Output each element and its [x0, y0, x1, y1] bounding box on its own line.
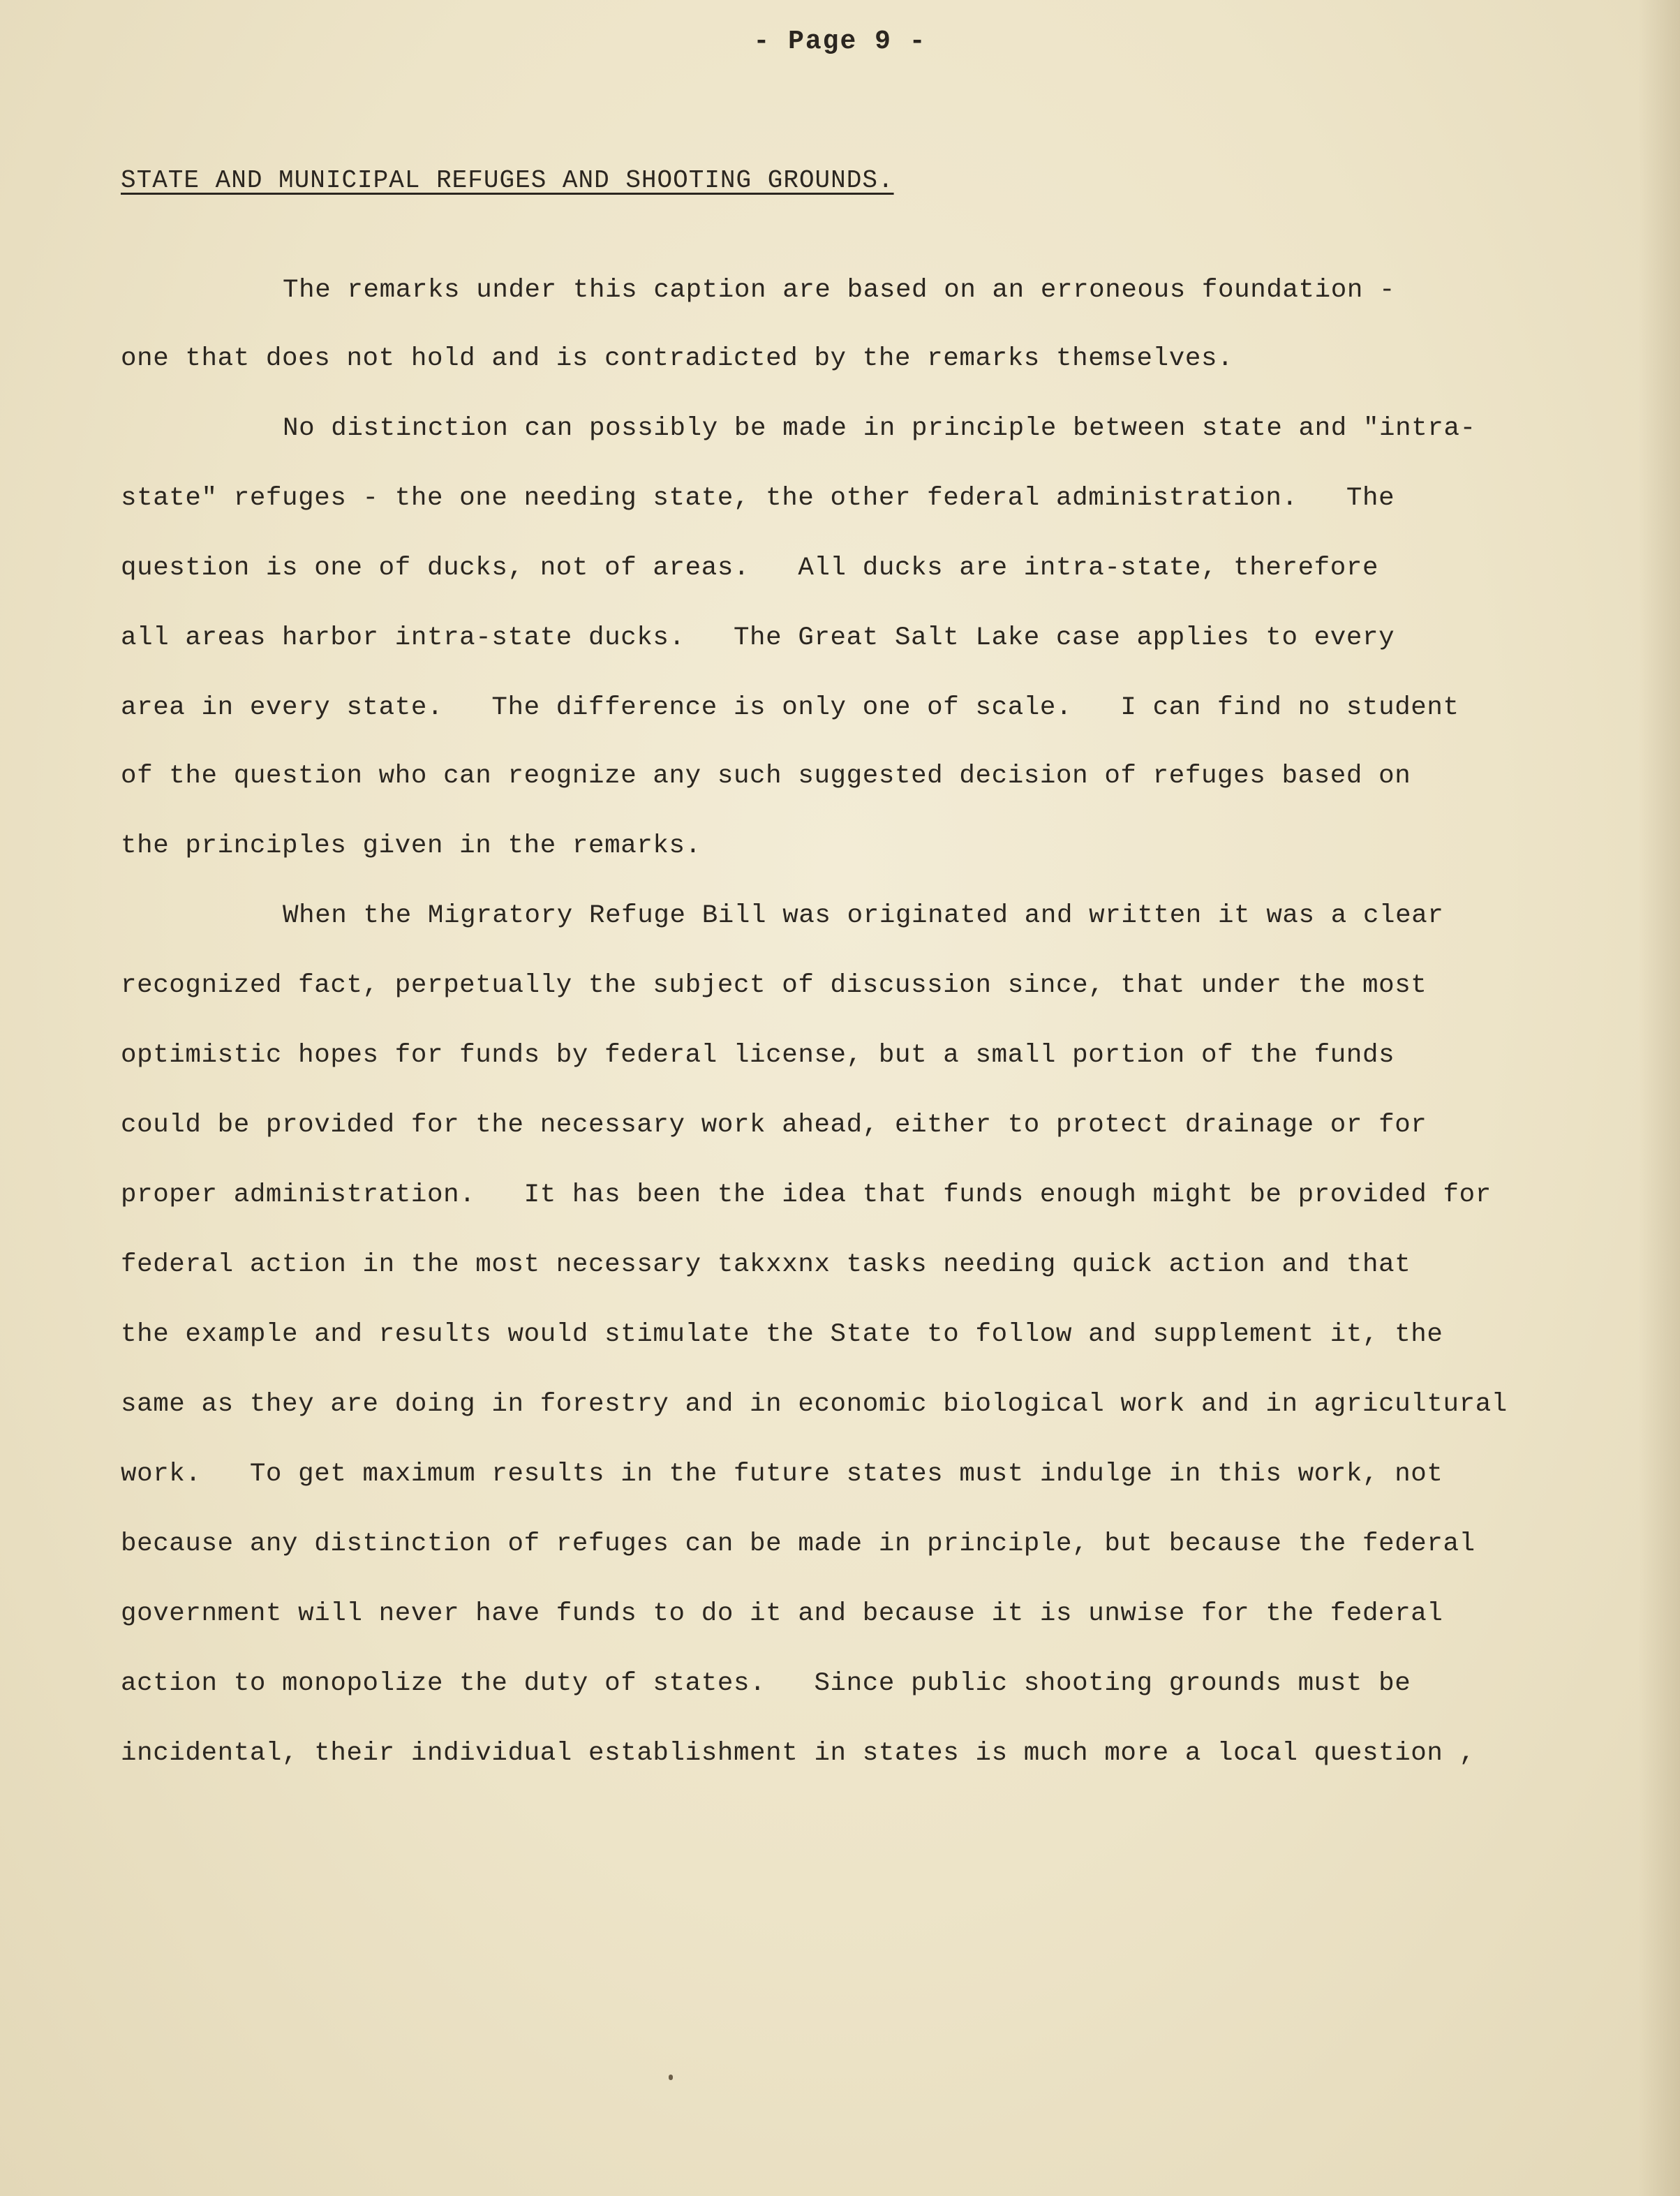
body-line: could be provided for the necessary work ahead, either to protect drainage or for: [121, 1111, 1427, 1140]
body-line: because any distinction of refuges can be made in principle, but because the federal: [121, 1529, 1475, 1559]
page-edge-shadow: [1638, 0, 1680, 2196]
body-line: the example and results would stimulate the State to follow and supplement it, the: [121, 1320, 1443, 1349]
body-line: all areas harbor intra-state ducks. The Great Salt Lake case applies to every: [121, 623, 1395, 653]
body-line: area in every state. The difference is only one of scale. I can find no student: [121, 693, 1459, 722]
body-line: state" refuges - the one needing state, the other federal administration. The: [121, 484, 1395, 513]
body-line: optimistic hopes for funds by federal license, but a small portion of the funds: [121, 1041, 1395, 1070]
page-number-header: - Page 9 -: [753, 27, 927, 57]
body-line: proper administration. It has been the idea that funds enough might be provided for: [121, 1180, 1492, 1210]
body-line: incidental, their individual establishment in states is much more a local question ,: [121, 1739, 1475, 1768]
stray-ink-mark: [669, 2075, 673, 2080]
body-line: work. To get maximum results in the future states must indulge in this work, not: [121, 1460, 1443, 1489]
body-line: No distinction can possibly be made in principle between state and "intra-: [283, 414, 1476, 443]
body-line: action to monopolize the duty of states. Since public shooting grounds must be: [121, 1669, 1411, 1698]
body-line: government will never have funds to do it and because it is unwise for the federal: [121, 1599, 1443, 1629]
body-line: the principles given in the remarks.: [121, 831, 701, 861]
body-line: When the Migratory Refuge Bill was originated and written it was a clear: [283, 901, 1444, 930]
body-line: The remarks under this caption are based on an erroneous foundation -: [283, 276, 1396, 305]
body-line: one that does not hold and is contradicted by the remarks themselves.: [121, 344, 1234, 373]
section-heading: STATE AND MUNICIPAL REFUGES AND SHOOTING GROUNDS.: [121, 166, 894, 195]
body-line: question is one of ducks, not of areas. All ducks are intra-state, therefore: [121, 554, 1379, 583]
body-line: recognized fact, perpetually the subject of discussion since, that under the most: [121, 971, 1427, 1000]
body-line: of the question who can reognize any such suggested decision of refuges based on: [121, 762, 1411, 791]
body-line: same as they are doing in forestry and in economic biological work and in agricultural: [121, 1390, 1508, 1419]
body-line: federal action in the most necessary takxxnx tasks needing quick action and that: [121, 1250, 1411, 1279]
